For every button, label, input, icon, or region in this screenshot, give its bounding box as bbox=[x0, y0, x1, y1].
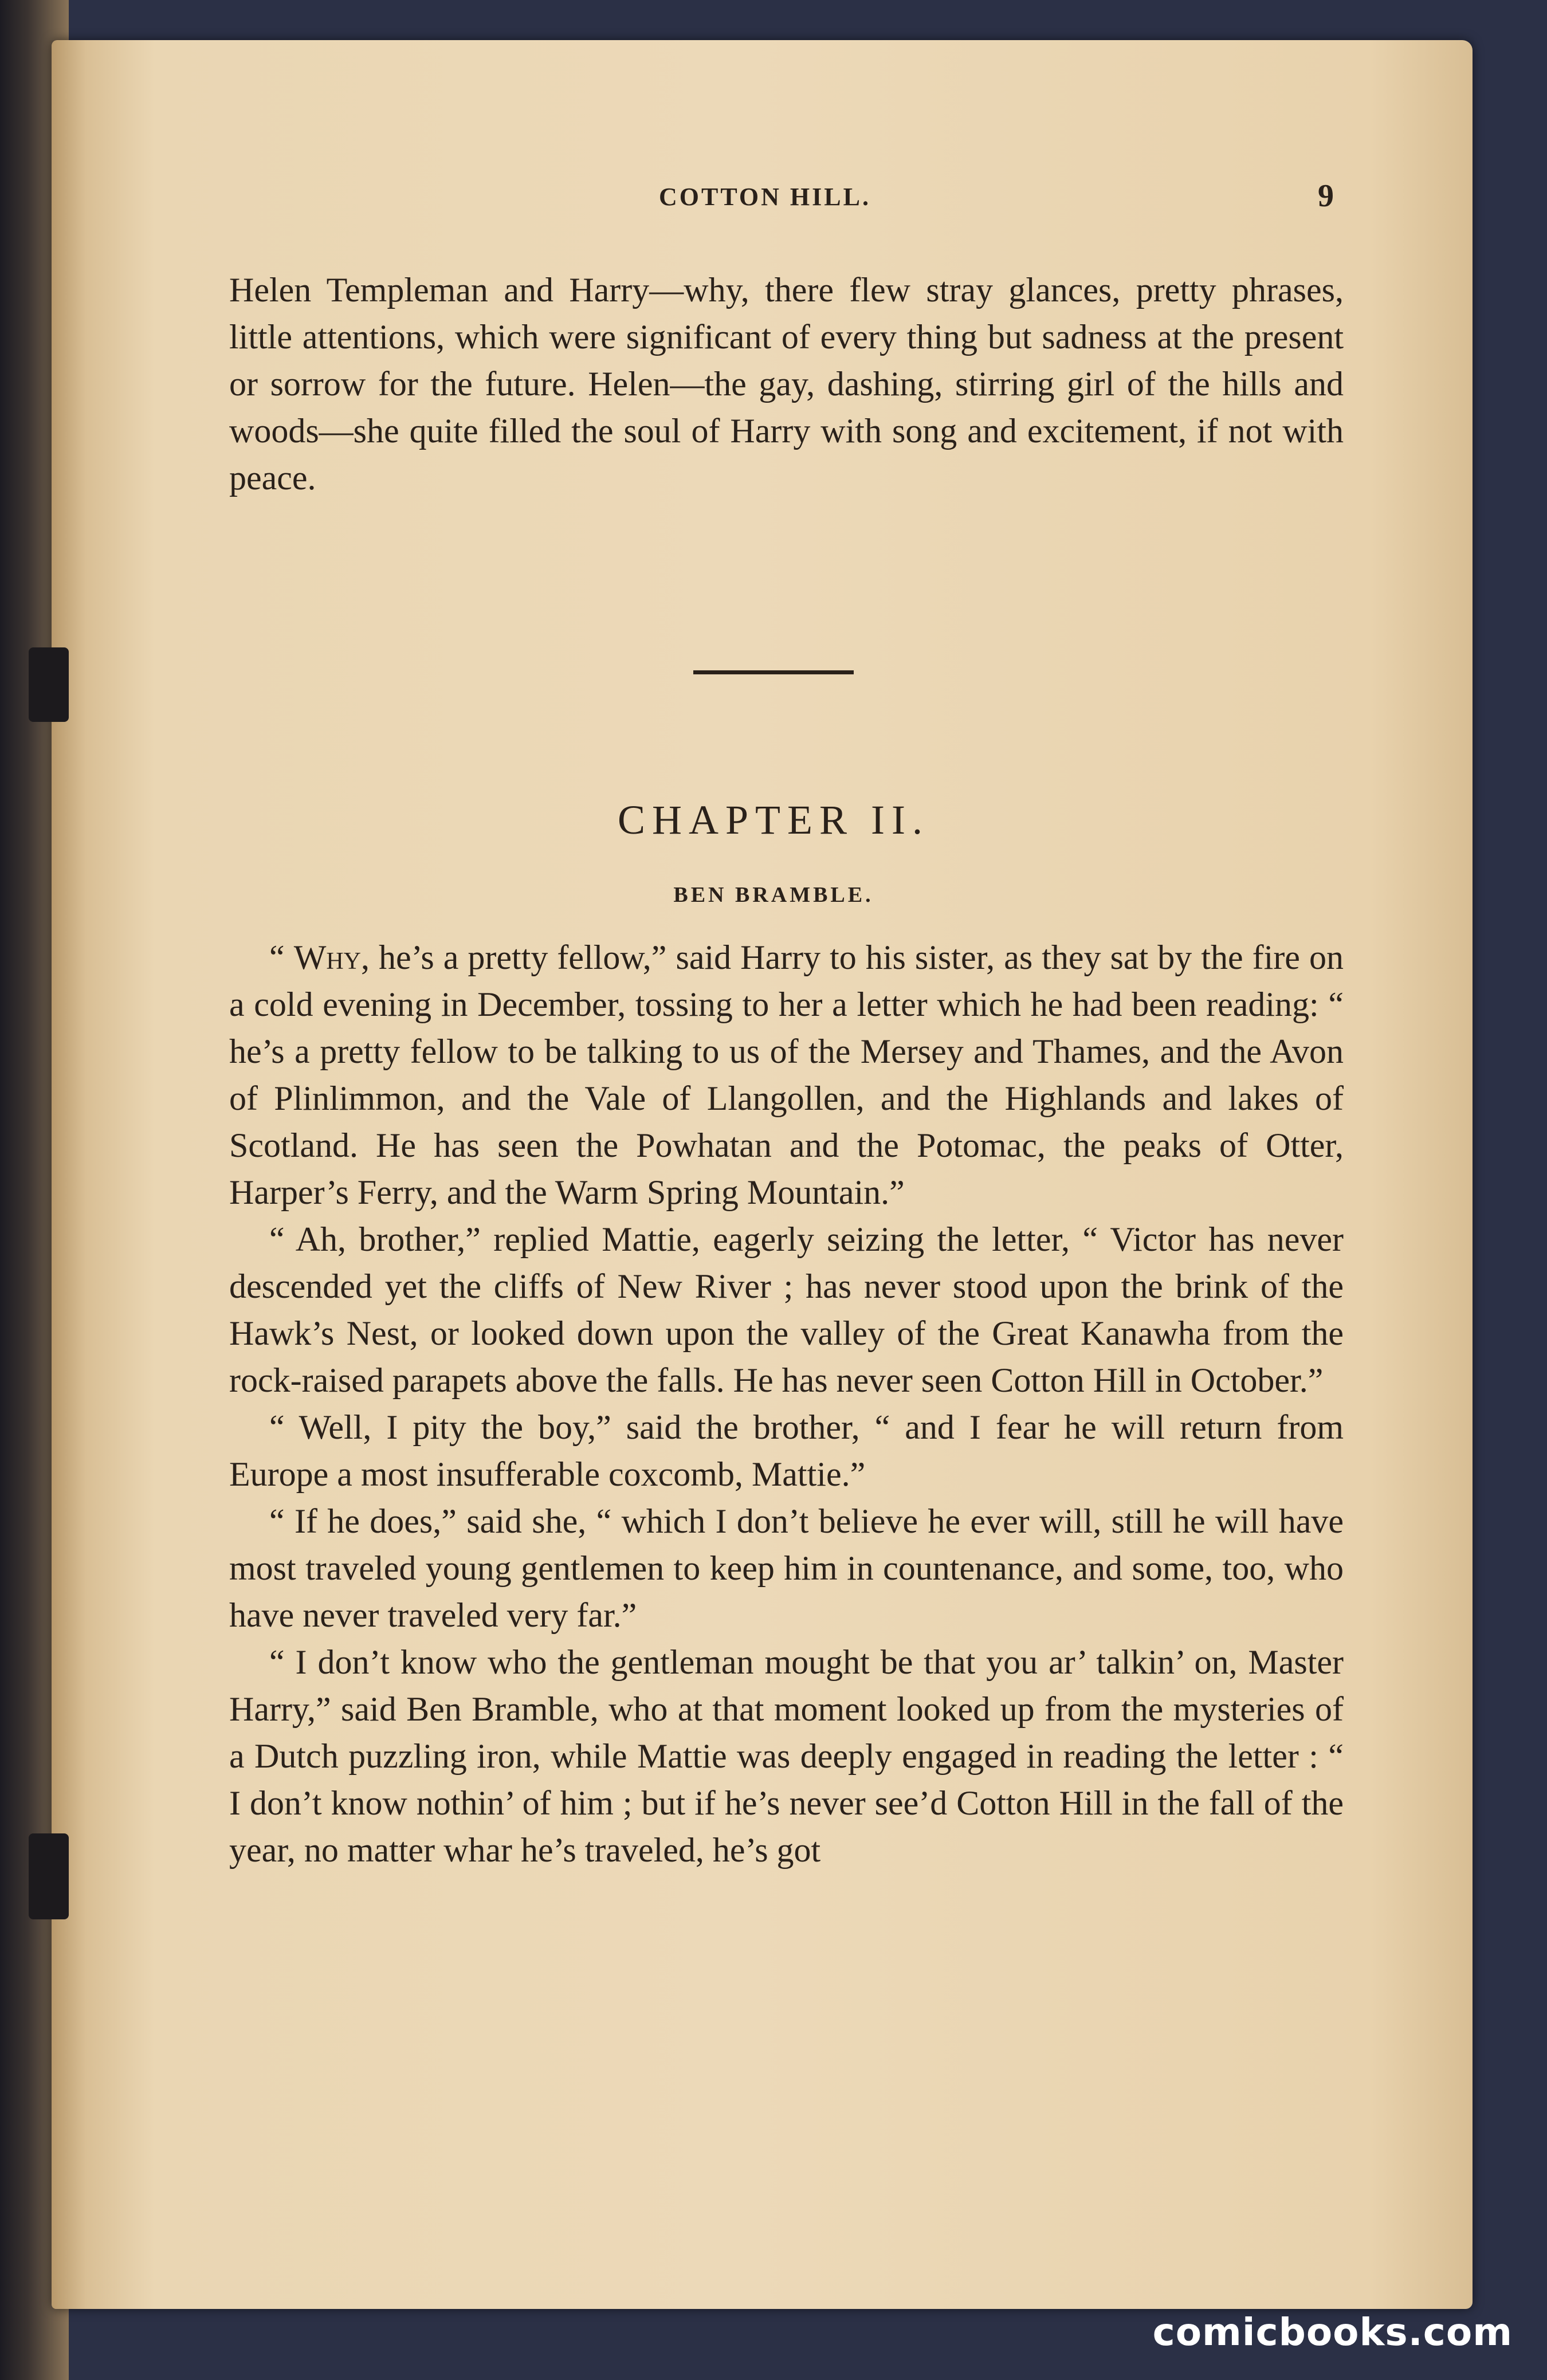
binding-hole-top bbox=[29, 647, 69, 722]
chapter-title: CHAPTER II. bbox=[618, 797, 929, 843]
chapter-subtitle: BEN BRAMBLE. bbox=[673, 883, 874, 907]
paragraph-4: “ If he does,” said she, “ which I don’t believe he ever will, still he will have most traveled young gentlemen to keep him in countenance, and some, too, who have never traveled very far.” bbox=[229, 1502, 1344, 1634]
paragraph-1-open-quote: “ bbox=[269, 938, 294, 976]
page-number: 9 bbox=[1318, 178, 1334, 214]
paragraph-1-text: , he’s a pretty fellow,” said Harry to his sister, as they sat by the fire on a cold evening in December, tossing to her a letter which he had been reading: “ he’s a pretty fellow to be talking to us of the Mersey and Thames, and the Avon of Plinlimmon, and the Vale of Llangollen, and the Highlands and lakes of Scotland. He has seen the Powhatan and the Potomac, the peaks of Otter, Harper’s Ferry, and the Warm Spring Mountain.” bbox=[229, 938, 1344, 1211]
paragraph-3: “ Well, I pity the boy,” said the brother, “ and I fear he will return from Europe a most insufferable coxcomb, Mattie.” bbox=[229, 1408, 1344, 1493]
paragraph-5: “ I don’t know who the gentleman mought be that you ar’ talkin’ on, Master Harry,” said Ben Bramble, who at that moment looked up from the mysteries of a Dutch puzzling iron, while Mattie was deeply engaged in reading the letter : “ I don’t know nothin’ of him ; but if he’s never see’d Cotton Hill in the fall of the year, no matter whar he’s traveled, he’s got bbox=[229, 1643, 1344, 1869]
opening-paragraph: Helen Templeman and Harry—why, there flew stray glances, pretty phrases, little attentions, which were significant of every thing but sadness at the present or sorrow for the future. Helen—the gay, dashing, stirring girl of the hills and woods—she quite filled the soul of Harry with song and excitement, if not with peace. bbox=[229, 271, 1344, 497]
section-divider bbox=[693, 670, 854, 674]
opening-paragraph-block bbox=[229, 266, 1344, 501]
paragraph-1 bbox=[229, 934, 1344, 1216]
binding-hole-bottom bbox=[29, 1833, 69, 1919]
paragraph-1-lead-word: Why bbox=[293, 938, 361, 976]
chapter-body bbox=[229, 934, 1344, 1874]
running-head: COTTON HILL. bbox=[659, 183, 871, 211]
watermark-logo: comicbooks.com bbox=[1152, 2310, 1513, 2354]
paragraph-2: “ Ah, brother,” replied Mattie, eagerly seizing the letter, “ Victor has never descended yet the cliffs of New River ; has never stood upon the brink of the Hawk’s Nest, or looked down upon the valley of the Great Kanawha from the rock-raised parapets above the falls. He has never seen Cotton Hill in October.” bbox=[229, 1220, 1344, 1399]
